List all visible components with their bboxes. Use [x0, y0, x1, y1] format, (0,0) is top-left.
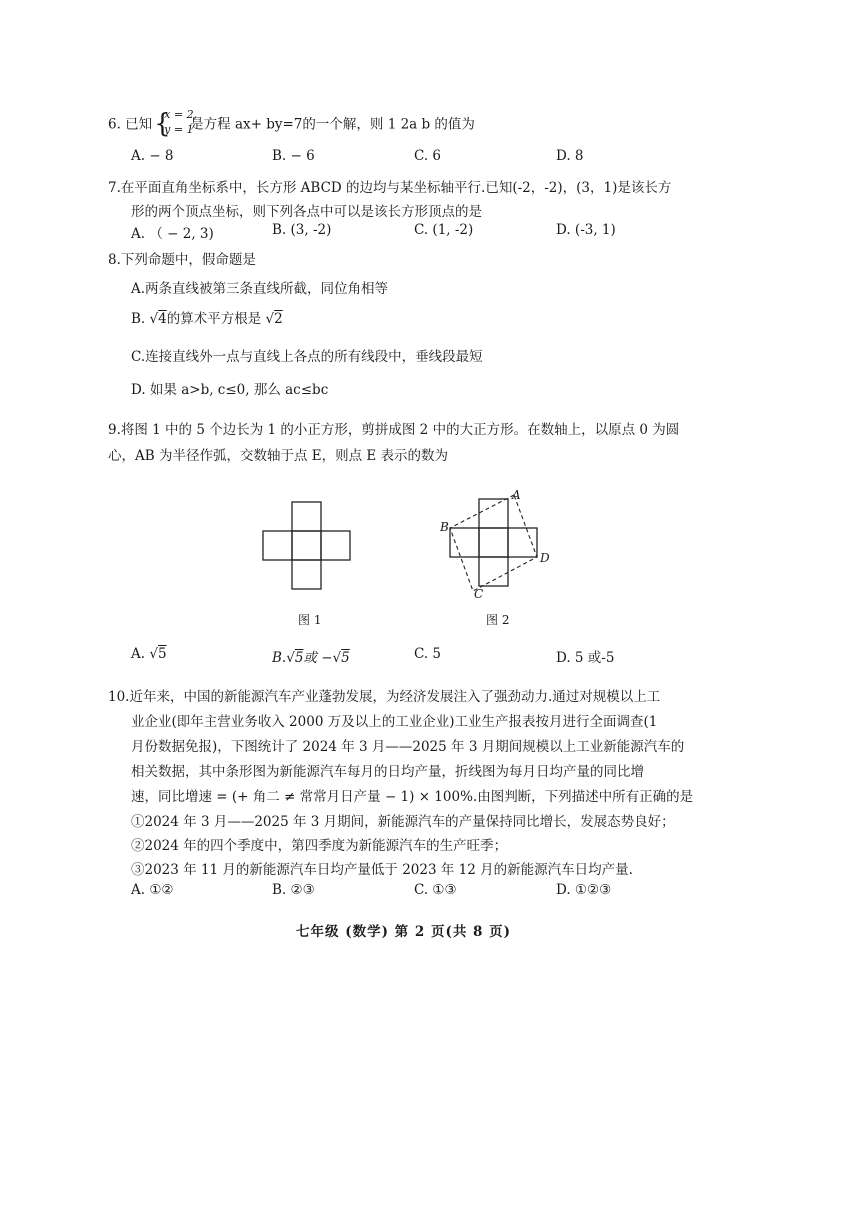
q6-suffix: 是方程 ax+ by=7的一个解，则 1 2a b 的值为 — [190, 116, 475, 133]
q9-line1: 9.将图 1 中的 5 个边长为 1 的小正方形，剪拼成图 2 中的大正方形。在数轴上，以原点 0 为圆 — [108, 422, 680, 438]
equation-system: { x = 2, y = 1 — [154, 108, 198, 139]
q9-option-a: A. √5 — [131, 646, 167, 662]
q10-line1: 10.近年来，中国的新能源汽车产业蓬勃发展，为经济发展注入了强劲动力.通过对规模以上工 — [108, 689, 661, 705]
q9-option-d: D. 5 或-5 — [556, 650, 615, 666]
figure-1-caption: 图 1 — [298, 613, 322, 627]
figure-2-caption: 图 2 — [486, 613, 510, 627]
sqrt-expression: √4 — [149, 311, 167, 327]
q10-option-c: C. ①③ — [414, 882, 457, 898]
figure-1-cross — [262, 500, 354, 592]
q10-line2: 业企业(即年主营业务收入 2000 万及以上的工业企业)工业生产报表按月进行全面调查(1 — [131, 714, 658, 730]
q9-option-c: C. 5 — [414, 646, 442, 662]
q7-option-d: D. (-3, 1) — [556, 222, 616, 238]
q6-option-d: D. 8 — [556, 148, 584, 164]
q10-option-d: D. ①②③ — [556, 882, 612, 898]
point-label-b: B — [440, 520, 449, 534]
q10-line3: 月份数据免报)，下图统计了 2024 年 3 月——2025 年 3 月期间规模以上工业新能源汽车的 — [131, 739, 685, 755]
q8-option-a: A.两条直线被第三条直线所截，同位角相等 — [131, 281, 389, 297]
q6-option-a: A. − 8 — [131, 148, 174, 164]
q10-statement-3: ③2023 年 11 月的新能源汽车日均产量低于 2023 年 12 月的新能源汽车日均产量. — [131, 862, 633, 878]
q7-option-b: B. (3, -2) — [272, 222, 332, 238]
q6-prefix: 6. 已知 — [108, 116, 153, 133]
q7-option-a: A. （ − 2, 3) — [131, 226, 214, 242]
sqrt-expression: √2 — [265, 311, 283, 327]
q8-option-b: B. √4的算术平方根是 √2 — [131, 311, 283, 327]
q10-statement-2: ②2024 年的四个季度中，第四季度为新能源汽车的生产旺季； — [131, 838, 508, 854]
q8-option-c: C.连接直线外一点与直线上各点的所有线段中，垂线段最短 — [131, 349, 483, 365]
q7-line2: 形的两个顶点坐标，则下列各点中可以是该长方形顶点的是 — [131, 204, 482, 220]
page-footer: 七年级 (数学) 第 2 页(共 8 页) — [296, 924, 512, 940]
q10-option-b: B. ②③ — [272, 882, 315, 898]
point-label-c: C — [474, 587, 484, 601]
q9-line2: 心，AB 为半径作弧，交数轴于点 E，则点 E 表示的数为 — [108, 448, 449, 464]
q6-stem — [108, 110, 475, 140]
q10-statement-1: ①2024 年 3 月——2025 年 3 月期间，新能源汽车的产量保持同比增长，发展态势良好； — [131, 814, 675, 830]
q6-option-c: C. 6 — [414, 148, 442, 164]
q9-option-b: B.√5或 −√5 — [272, 650, 350, 666]
q10-line5: 速，同比增速 = (+ 角二 ≠ 常常月日产量 − 1) × 100%.由图判断，下列描述中所有正确的是 — [131, 789, 694, 805]
q6-option-b: B. − 6 — [272, 148, 315, 164]
q7-line1: 7.在平面直角坐标系中，长方形 ABCD 的边均与某坐标轴平行.已知(-2，-2)，(3，1)是该长方 — [108, 180, 672, 196]
q10-option-a: A. ①② — [131, 882, 174, 898]
q8-stem: 8.下列命题中，假命题是 — [108, 252, 256, 268]
point-label-d: D — [540, 551, 550, 565]
figure-2-square — [436, 486, 556, 602]
point-label-a: A — [512, 488, 521, 502]
q7-option-c: C. (1, -2) — [414, 222, 474, 238]
q8-option-d: D. 如果 a>b, c≤0, 那么 ac≤bc — [131, 382, 329, 398]
q10-line4: 相关数据，其中条形图为新能源汽车每月的日均产量，折线图为每月日均产量的同比增 — [131, 764, 644, 780]
